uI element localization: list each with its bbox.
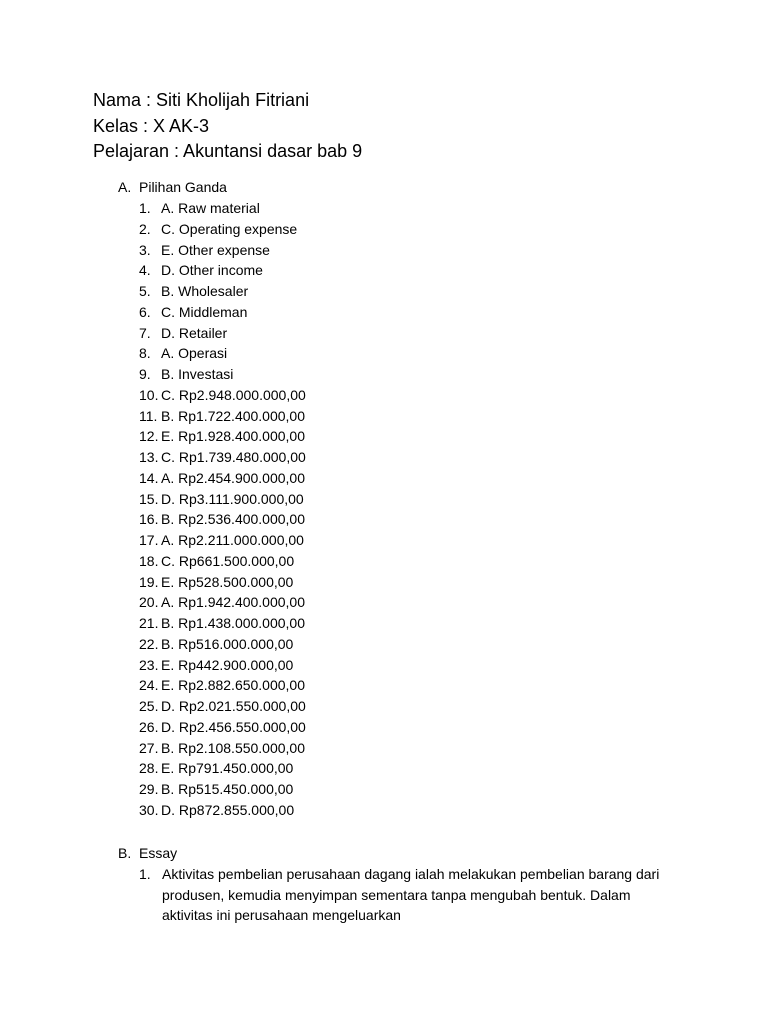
item-answer: D. Rp3.111.900.000,00: [161, 490, 304, 507]
item-number: 17.: [139, 532, 159, 548]
section-title: Essay: [139, 845, 178, 861]
item-number: 15.: [139, 490, 159, 507]
item-answer: C. Rp1.739.480.000,00: [161, 449, 306, 465]
list-item: [139, 260, 306, 281]
item-answer: C. Operating expense: [161, 220, 298, 237]
item-number: 25.: [139, 698, 159, 714]
list-item: [139, 426, 306, 447]
list-item: [139, 758, 306, 779]
list-item: [139, 655, 306, 676]
item-answer: E. Rp791.450.000,00: [161, 760, 294, 777]
list-item: [139, 343, 306, 364]
item-answer: B. Rp2.536.400.000,00: [161, 511, 306, 528]
document-header: [93, 88, 362, 165]
list-item: [139, 281, 306, 302]
item-answer: E. Rp442.900.000,00: [161, 656, 294, 673]
item-number: 2.: [139, 220, 151, 237]
student-name-line: Nama : Siti Kholijah Fitriani: [93, 90, 310, 110]
list-item: [139, 323, 306, 344]
item-answer: B. Wholesaler: [161, 283, 249, 299]
essay-answer: Aktivitas pembelian perusahaan dagang ialah melakukan pembelian barang dari produsen, kemudia menyimpan sementara tanpa mengubah bentuk. Dalam aktivitas ini perusahaan mengeluarkan: [162, 866, 660, 924]
item-answer: D. Rp872.855.000,00: [161, 801, 295, 818]
item-answer: B. Rp515.450.000,00: [161, 781, 294, 797]
section-a-heading: [118, 177, 227, 198]
section-title: Pilihan Ganda: [139, 179, 227, 195]
item-number: 27.: [139, 739, 159, 756]
multiple-choice-list: [139, 198, 306, 821]
list-item: [139, 406, 306, 427]
item-number: 16.: [139, 511, 159, 528]
item-answer: E. Rp1.928.400.000,00: [161, 428, 306, 445]
section-b-heading: [118, 843, 177, 864]
item-answer: C. Rp661.500.000,00: [161, 552, 295, 569]
item-answer: C. Rp2.948.000.000,00: [161, 386, 306, 403]
item-number: 20.: [139, 594, 159, 611]
item-number: 26.: [139, 718, 159, 735]
item-number: 4.: [139, 262, 151, 279]
list-item: [139, 302, 306, 323]
item-number: 9.: [139, 366, 151, 382]
item-number: 11.: [139, 407, 158, 424]
section-letter: B.: [118, 845, 132, 861]
item-answer: D. Other income: [161, 262, 263, 279]
list-item: [139, 468, 306, 489]
list-item: [139, 572, 306, 593]
item-answer: B. Rp2.108.550.000,00: [161, 739, 306, 756]
item-answer: A. Operasi: [161, 345, 228, 362]
item-number: 30.: [139, 801, 159, 818]
list-item: [139, 240, 306, 261]
item-answer: B. Rp516.000.000,00: [161, 635, 294, 652]
item-number: 7.: [139, 324, 151, 341]
item-answer: E. Rp528.500.000,00: [161, 573, 294, 590]
item-number: 23.: [139, 656, 159, 673]
list-item: [139, 779, 306, 800]
item-answer: D. Rp2.456.550.000,00: [161, 718, 306, 735]
item-number: 13.: [139, 449, 159, 465]
item-answer: D. Rp2.021.550.000,00: [161, 698, 306, 714]
item-number: 24.: [139, 677, 159, 694]
item-answer: B. Rp1.722.400.000,00: [161, 407, 306, 424]
item-number: 3.: [139, 241, 151, 258]
item-answer: E. Other expense: [161, 241, 270, 258]
item-number: 10.: [139, 386, 159, 403]
item-number: 18.: [139, 552, 159, 569]
list-item: [139, 592, 306, 613]
list-item: [139, 198, 306, 219]
list-item: [139, 219, 306, 240]
item-number: 19.: [139, 573, 159, 590]
item-number: 22.: [139, 635, 159, 652]
list-item: [139, 696, 306, 717]
list-item: [139, 489, 306, 510]
section-letter: A.: [118, 179, 132, 195]
item-number: 29.: [139, 781, 159, 797]
list-item: [139, 738, 306, 759]
item-number: 14.: [139, 469, 159, 486]
essay-item: [139, 864, 667, 926]
item-number: 1.: [139, 866, 151, 882]
list-item: [139, 551, 306, 572]
list-item: [139, 447, 306, 468]
item-answer: C. Middleman: [161, 303, 248, 320]
list-item: [139, 385, 306, 406]
item-answer: B. Investasi: [161, 366, 234, 382]
item-answer: B. Rp1.438.000.000,00: [161, 615, 306, 631]
item-number: 12.: [139, 428, 159, 445]
item-answer: A. Rp2.454.900.000,00: [161, 469, 306, 486]
item-answer: E. Rp2.882.650.000,00: [161, 677, 306, 694]
list-item: [139, 613, 306, 634]
list-item: [139, 364, 306, 385]
list-item: [139, 634, 306, 655]
item-number: 8.: [139, 345, 151, 362]
item-number: 6.: [139, 303, 151, 320]
item-answer: D. Retailer: [161, 324, 228, 341]
item-number: 5.: [139, 283, 151, 299]
class-line: Kelas : X AK-3: [93, 115, 210, 136]
item-answer: A. Rp1.942.400.000,00: [161, 594, 306, 611]
list-item: [139, 509, 306, 530]
item-number: 28.: [139, 760, 159, 777]
item-answer: A. Rp2.211.000.000,00: [161, 532, 304, 548]
item-answer: A. Raw material: [161, 200, 260, 216]
item-number: 21.: [139, 615, 159, 631]
subject-line: Pelajaran : Akuntansi dasar bab 9: [93, 141, 363, 161]
list-item: [139, 800, 306, 821]
list-item: [139, 530, 306, 551]
list-item: [139, 675, 306, 696]
item-number: 1.: [139, 200, 151, 216]
list-item: [139, 717, 306, 738]
